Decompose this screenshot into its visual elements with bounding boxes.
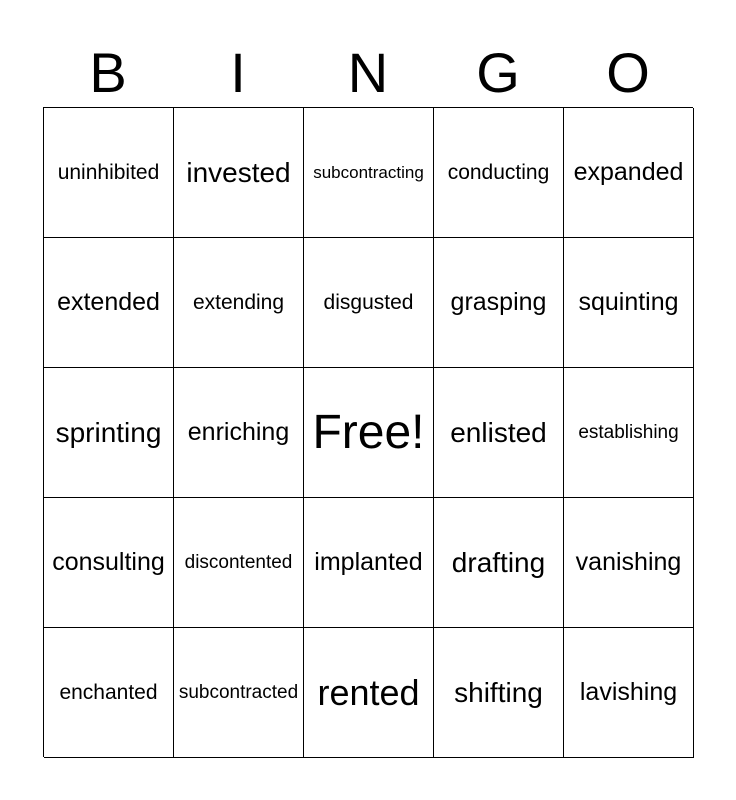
header-letter-b: B — [89, 41, 127, 104]
header-letter-i: I — [230, 41, 246, 104]
bingo-cell[interactable]: extended — [44, 238, 174, 368]
bingo-cell[interactable]: lavishing — [564, 628, 694, 758]
bingo-cell[interactable]: uninhibited — [44, 108, 174, 238]
header-letter-o: O — [606, 41, 650, 104]
bingo-header — [43, 40, 693, 106]
bingo-cell[interactable]: extending — [174, 238, 304, 368]
bingo-cell[interactable]: shifting — [434, 628, 564, 758]
bingo-board — [43, 107, 693, 757]
free-space-cell[interactable]: Free! — [304, 368, 434, 498]
bingo-cell[interactable]: expanded — [564, 108, 694, 238]
header-letter-g: G — [476, 41, 520, 104]
bingo-cell[interactable]: enlisted — [434, 368, 564, 498]
header-letter-n: N — [347, 41, 389, 104]
bingo-cell[interactable]: vanishing — [564, 498, 694, 628]
bingo-cell[interactable]: disgusted — [304, 238, 434, 368]
bingo-cell[interactable]: rented — [304, 628, 434, 758]
bingo-cell[interactable]: invested — [174, 108, 304, 238]
bingo-cell[interactable]: discontented — [174, 498, 304, 628]
bingo-cell[interactable]: conducting — [434, 108, 564, 238]
bingo-cell[interactable]: drafting — [434, 498, 564, 628]
bingo-cell[interactable]: subcontracting — [304, 108, 434, 238]
bingo-cell[interactable]: establishing — [564, 368, 694, 498]
bingo-cell[interactable]: grasping — [434, 238, 564, 368]
bingo-cell[interactable]: sprinting — [44, 368, 174, 498]
bingo-cell[interactable]: enriching — [174, 368, 304, 498]
bingo-cell[interactable]: enchanted — [44, 628, 174, 758]
bingo-cell[interactable]: squinting — [564, 238, 694, 368]
bingo-cell[interactable]: implanted — [304, 498, 434, 628]
bingo-cell[interactable]: subcontracted — [174, 628, 304, 758]
bingo-cell[interactable]: consulting — [44, 498, 174, 628]
